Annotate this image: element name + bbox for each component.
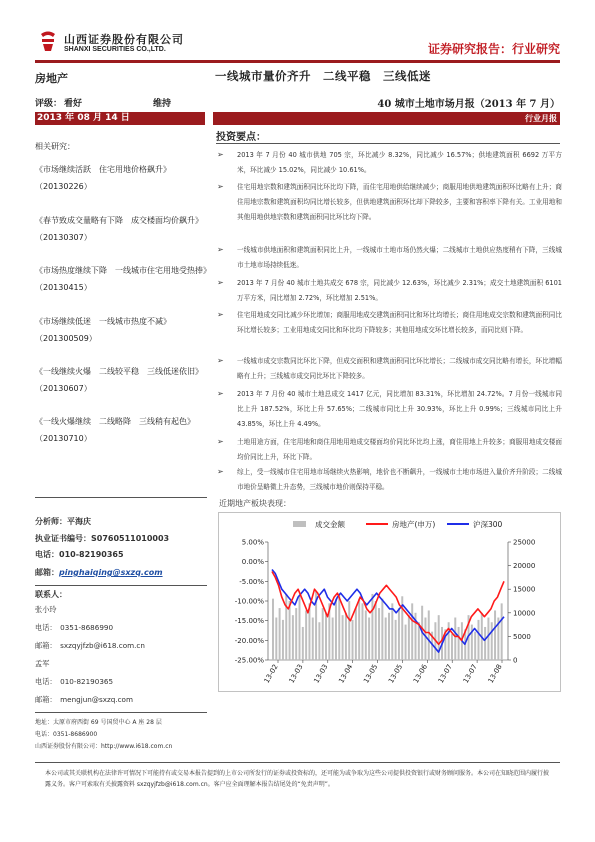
y-left-tick-label: 0.00% [241, 558, 264, 567]
volume-bar [289, 601, 291, 660]
sector-performance-chart [218, 512, 561, 692]
y-right-tick-label: 5000 [513, 632, 531, 641]
header-rule [35, 60, 560, 63]
related-item[interactable]: 《一线继续火爆 二线较平稳 三线低迷依旧》（20130607） [35, 367, 203, 393]
report-category-bar: 行业月报 [213, 112, 560, 125]
y-left-tick-label: -10.00% [234, 597, 264, 606]
volume-bar [272, 599, 274, 660]
disclaimer: 本公司或其关联机构在法律许可情况下可能持有或交易本报告提到的上市公司所发行的证券或投资标的，还可能为或争取为这些公司提供投资银行或财务顾问服务。本公司在知晓范围内履行披露义务。客户可索取有关披露资料 sxzqyjfzb@i618.com.cn。客户应全面理解本报告结尾处的“免责声明”。 [45, 770, 550, 788]
address-tel: 电话：0351-8686900 [35, 731, 98, 738]
investment-point: 一线城市成交宗数同比环比下降，但成交面积和建筑面积同比环比增长；二线城市成交同比略有增长，环比增幅略有上升；三线城市成交同比环比下降较多。 [237, 357, 562, 380]
x-tick-label: 13-04 [337, 663, 355, 685]
report-date: 2013 年 08 月 14 日 [35, 112, 205, 125]
volume-bar [494, 610, 496, 660]
footer-rule [35, 762, 560, 763]
x-tick-label: 13-03 [312, 663, 330, 685]
investment-point: 一线城市供地面积和建筑面积同比上升，一线城市土地市场仍然火爆；二线城市土地供应热度稍有下降，三线城市土地市场持续低迷。 [237, 246, 562, 269]
bullet-icon: ➢ [217, 245, 224, 254]
volume-bar [352, 620, 354, 660]
volume-bar [282, 620, 284, 660]
tel-label: 电话： [35, 550, 59, 559]
heading-rule [216, 143, 560, 144]
volume-bar [408, 615, 410, 660]
contact-heading: 联系人： [35, 590, 67, 599]
x-tick-label: 13-05 [362, 663, 380, 685]
chart-frame [219, 513, 561, 692]
investment-point: 住宅用地成交同比减少环比增加；商服用地成交建筑面积同比和环比均增长；商住用地成交宗数和建筑面积同比环比增长较多；工业用地成交同比和环比均下降较多；其他用地成交环比增长较多，而同比则下降。 [237, 311, 562, 334]
related-item[interactable]: 《春节致成交量略有下降 成交楼面均价飙升》（20130307） [35, 216, 203, 242]
x-tick-label: 13-06 [411, 663, 430, 685]
volume-bar [338, 594, 340, 660]
volume-bar [358, 599, 360, 660]
rating [35, 96, 172, 109]
company-name-cn: 山西证券股份有限公司 [64, 33, 184, 46]
x-tick-label: 13-07 [436, 663, 454, 685]
company-website[interactable]: 山西证券股份有限公司：http://www.i618.com.cn [35, 743, 173, 750]
divider [35, 712, 207, 713]
analyst-line [35, 516, 91, 527]
cert-number: S0760511010003 [91, 534, 170, 543]
industry-label: 房地产 [35, 72, 68, 85]
investment-point: 2013 年 7 月份 40 城市供地 705 宗，环比减少 8.32%，同比减少 16.57%；供地建筑面积 6692 万平方米，环比减少 15.02%，同比减少 10.61%。 [237, 151, 562, 174]
volume-bar [474, 632, 476, 660]
bullet-icon: ➢ [217, 182, 224, 191]
x-tick-label: 13-08 [486, 663, 504, 685]
x-tick-label: 13-05 [387, 663, 405, 685]
x-tick-label: 13-02 [262, 663, 280, 685]
divider [35, 497, 207, 498]
main-title: 一线城市量价齐升 二线平稳 三线低迷 [215, 69, 431, 83]
volume-bar [312, 618, 314, 660]
related-item[interactable]: 《市场继续活跃 住宅用地价格飙升》（20130226） [35, 165, 171, 191]
volume-bar [375, 601, 377, 660]
contact-tel: 电话： 0351-8686990 [35, 623, 114, 632]
volume-bar [487, 618, 489, 660]
mail-label: 邮箱： [35, 568, 59, 577]
volume-bar [299, 596, 301, 660]
volume-bar [322, 608, 324, 660]
y-left-tick-label: 5.00% [241, 538, 264, 547]
cert-line [35, 533, 169, 544]
volume-bar [454, 618, 456, 660]
legend-label: 成交金额 [315, 520, 345, 529]
bullet-icon: ➢ [217, 278, 224, 287]
volume-bar [295, 608, 297, 660]
legend-swatch [293, 521, 306, 527]
bullet-icon: ➢ [217, 310, 224, 319]
related-item[interactable]: 《市场热度继续下降 一线城市住宅用地受热捧》（20130415） [35, 266, 207, 292]
contact-name: 孟军 [35, 659, 50, 668]
contact-tel: 电话： 010-82190365 [35, 677, 114, 686]
volume-bar [318, 622, 320, 660]
volume-bar [398, 608, 400, 660]
related-item[interactable]: 《一线火爆继续 二线略降 三线稍有起色》（20130710） [35, 417, 195, 443]
volume-bar [355, 608, 357, 660]
y-left-tick-label: -15.00% [234, 617, 264, 626]
report-type: 证券研究报告：行业研究 [427, 42, 560, 56]
bullet-icon: ➢ [217, 150, 224, 159]
volume-bar [501, 603, 503, 660]
related-item[interactable]: 《市场继续低迷 一线城市热度不减》（201300509） [35, 317, 171, 343]
volume-bar [395, 620, 397, 660]
y-left-tick-label: -20.00% [234, 636, 264, 645]
investment-points-heading: 投资要点： [216, 132, 266, 143]
company-logo-icon [38, 30, 58, 52]
volume-bar [411, 603, 413, 660]
investment-point: 2013 年 7 月份 40 城市土地共成交 678 宗，同比减少 12.63%，环比减少 2.31%；成交土地建筑面积 6101 万平方米，同比增加 2.72%，环比增加 2.51%。 [237, 279, 562, 302]
y-left-tick-label: -5.00% [239, 577, 264, 586]
volume-bar [342, 615, 344, 660]
volume-bar [491, 622, 493, 660]
investment-point: 住宅用地宗数和建筑面积同比环比均下降，而住宅用地供给继续减少；商服用地供地建筑面积环比略有上升；商住用地宗数和建筑面积均同比增长较多，但供地建筑面积环比却下降较多，主要和容积率下降有关。工业用地和其他用地供地宗数和建筑面积同比环比均下降。 [237, 183, 562, 221]
volume-bar [381, 599, 383, 660]
bullet-icon: ➢ [217, 437, 224, 446]
volume-bar [484, 627, 486, 660]
rating-change: 维持 [153, 99, 172, 109]
legend-label: 房地产(申万) [392, 520, 436, 529]
volume-bar [385, 618, 387, 660]
contact-name: 张小玲 [35, 605, 57, 614]
rating-value: 看好 [64, 99, 83, 109]
report-subtitle: 40 城市土地市场月报（2013 年 7 月） [377, 99, 560, 110]
analyst-email-link[interactable]: pinghaiqing@sxzq.com [59, 568, 163, 577]
volume-bar [325, 613, 327, 660]
volume-bar [348, 601, 350, 660]
bullet-icon: ➢ [217, 389, 224, 398]
volume-bar [302, 627, 304, 660]
analyst-name: 平海庆 [67, 517, 91, 526]
y-left-tick-label: -25.00% [234, 656, 264, 665]
legend-label: 沪深300 [473, 520, 503, 529]
chart-title: 近期地产板块表现： [219, 499, 291, 508]
analyst-mail-line [35, 567, 163, 578]
volume-bar [361, 603, 363, 660]
analyst-tel-line [35, 549, 124, 560]
contact-email[interactable]: 邮箱： mengjun@sxzq.com [35, 695, 133, 704]
divider [35, 585, 207, 586]
cert-label: 执业证书编号： [35, 534, 91, 543]
volume-bar [285, 594, 287, 660]
rating-label: 评级： [35, 99, 63, 109]
volume-bar [365, 610, 367, 660]
y-right-tick-label: 0 [513, 656, 518, 665]
bullet-icon: ➢ [217, 356, 224, 365]
address-line: 地址：太原市府西街 69 号国贸中心 A 座 28 层 [35, 719, 162, 726]
volume-bar [438, 615, 440, 660]
analyst-tel: 010-82190365 [59, 550, 124, 559]
y-right-tick-label: 20000 [513, 562, 536, 571]
volume-bar [451, 634, 453, 660]
volume-bar [368, 618, 370, 660]
x-tick-label: 13-03 [287, 663, 305, 685]
volume-bar [371, 594, 373, 660]
volume-bar [458, 627, 460, 660]
contact-email[interactable]: 邮箱： sxzqyjfzb@i618.com.cn [35, 641, 145, 650]
bullet-icon: ➢ [217, 467, 224, 476]
volume-bar [428, 610, 430, 660]
volume-bar [388, 613, 390, 660]
y-right-tick-label: 10000 [513, 609, 536, 618]
volume-bar [305, 610, 307, 660]
analyst-label: 分析师： [35, 517, 67, 526]
x-tick-label: 13-07 [461, 663, 479, 685]
investment-point: 2013 年 7 月份 40 城市土地总成交 1417 亿元，同比增加 83.31%，环比增加 24.72%。7 月份一线城市同比上升 187.52%，环比上升 57.65%；二线城市同比上升 30.93%，环比上升 0.99%；三线城市同比上升 43.85%，环比上升 4.49%。 [237, 390, 562, 428]
y-right-tick-label: 25000 [513, 538, 536, 547]
investment-point: 综上，受一线城市住宅用地市场继续火热影响，地价也不断飙升，一线城市土地市场进入量价齐升阶段；二线城市地价呈略微上升态势，三线城市地价则保持平稳。 [237, 468, 562, 491]
related-research-heading: 相关研究： [35, 142, 75, 151]
volume-bar [391, 603, 393, 660]
volume-bar [378, 608, 380, 660]
volume-bar [275, 618, 277, 660]
y-right-tick-label: 15000 [513, 585, 536, 594]
volume-bar [477, 620, 479, 660]
volume-bar [335, 599, 337, 660]
company-name-en: SHANXI SECURITIES CO.,LTD. [64, 46, 166, 53]
volume-bar [332, 618, 334, 660]
volume-bar [424, 618, 426, 660]
volume-bar [345, 613, 347, 660]
volume-bar [292, 615, 294, 660]
volume-bar [405, 625, 407, 660]
investment-point: 土地用途方面，住宅用地和商住用地用地成交楼面均价同比环比均上涨，商住用地上升较多；商服用地成交楼面均价同比上升，环比下降。 [237, 438, 562, 461]
volume-bar [279, 608, 281, 660]
